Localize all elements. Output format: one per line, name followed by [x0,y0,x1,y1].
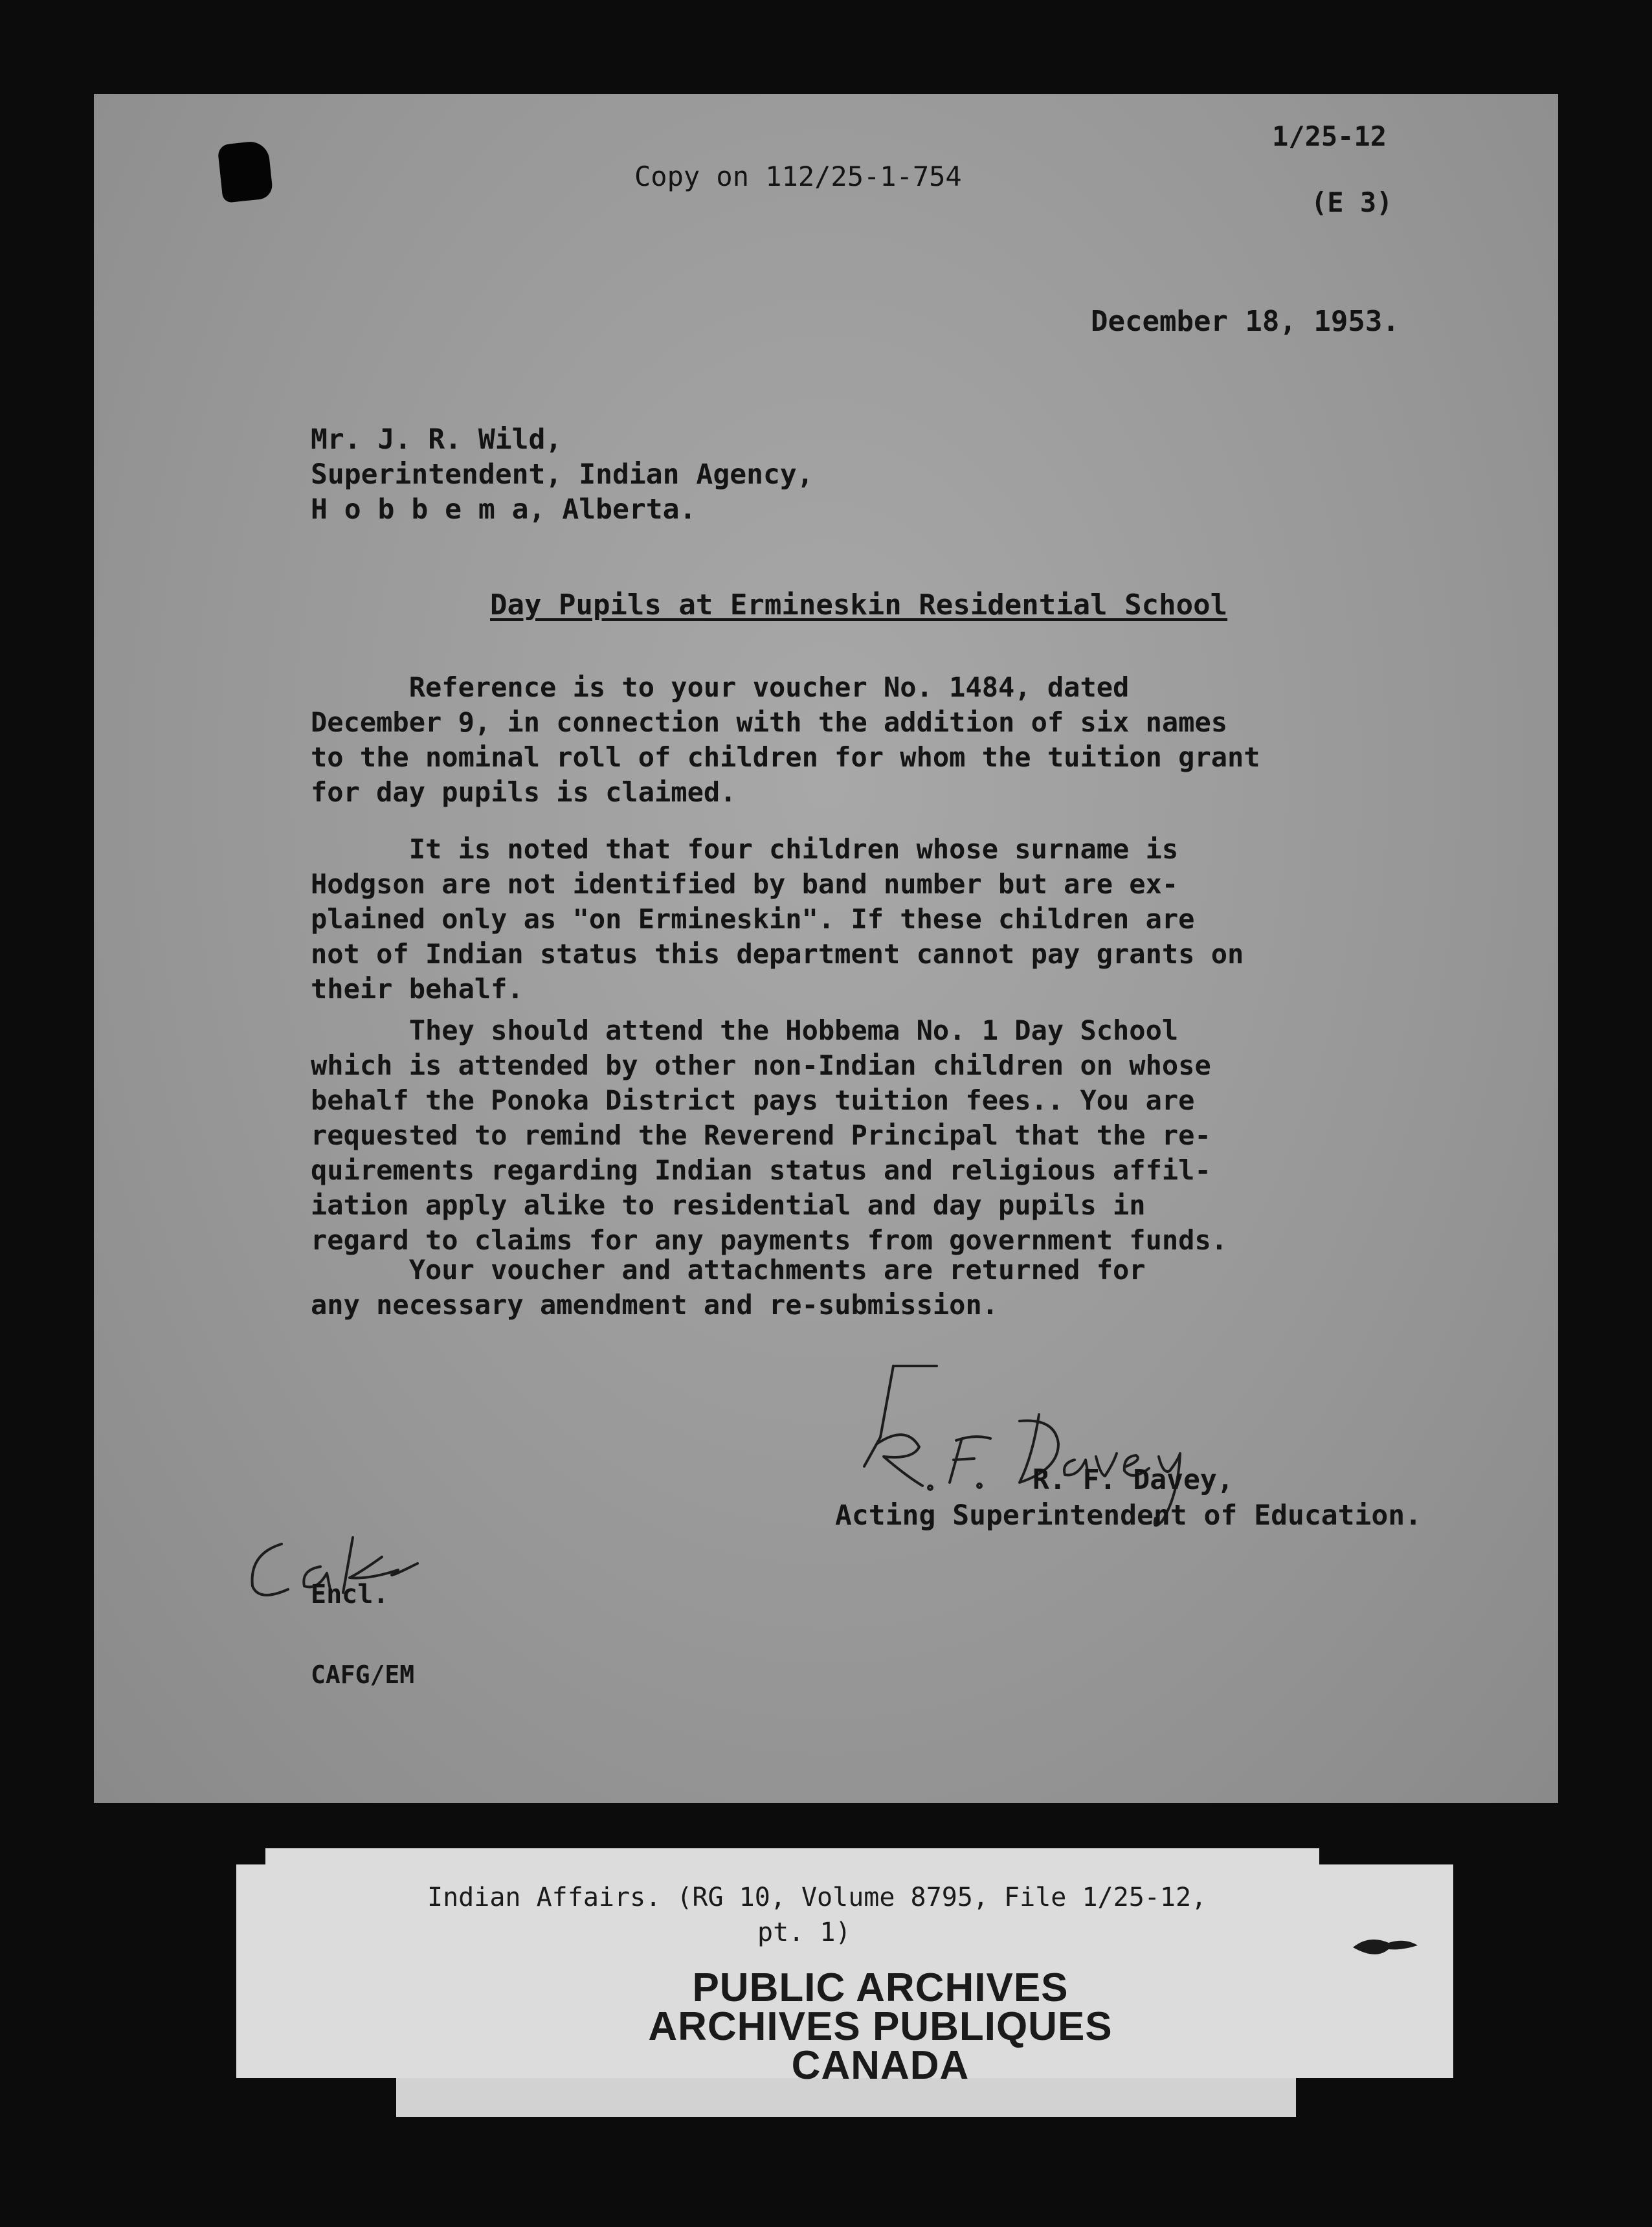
paragraph-4 [311,1253,1437,1323]
recipient-title: Superintendent, Indian Agency, [311,458,814,491]
paragraph-3 [311,1013,1437,1258]
text-line: their behalf. [311,973,524,1005]
text-line: quirements regarding Indian status and religious affil- [311,1154,1211,1186]
text-line: behalf the Ponoka District pays tuition fees.. You are [311,1084,1195,1116]
copy-on-note: Copy on 112/25-1-754 [634,161,962,192]
text-line: Reference is to your voucher No. 1484, dated [311,671,1130,703]
archive-heading-english: PUBLIC ARCHIVES [692,1965,1069,2010]
paragraph-2 [311,832,1437,1007]
text-line: They should attend the Hobbema No. 1 Day School [311,1014,1179,1046]
text-line: which is attended by other non-Indian children on whose [311,1049,1211,1081]
text-line: iation apply alike to residential and day pupils in [311,1189,1146,1221]
label-mark-icon [1350,1931,1421,1964]
recipient-place: H o b b e m a, Alberta. [311,493,697,526]
text-line: to the nominal roll of children for whom the tuition grant [311,741,1260,773]
archive-heading-french: ARCHIVES PUBLIQUES [648,2004,1113,2049]
file-subcode: (E 3) [1311,186,1393,218]
file-code: 1/25-12 [1272,120,1387,152]
archive-reference-line-1: Indian Affairs. (RG 10, Volume 8795, File 1/25-12, [427,1883,1207,1912]
text-line: requested to remind the Reverend Principal that the re- [311,1119,1211,1151]
signatory-name: R. F. Davey, [1032,1464,1234,1496]
text-line: Hodgson are not identified by band number but are ex- [311,868,1179,900]
text-line: for day pupils is claimed. [311,776,737,808]
enclosure-note: Encl. [311,1580,389,1609]
archive-heading-country: CANADA [791,2043,970,2088]
text-line: any necessary amendment and re-submission. [311,1289,999,1321]
text-line: not of Indian status this department cannot pay grants on [311,938,1244,970]
archive-reference-line-2: pt. 1) [757,1918,851,1947]
text-line: plained only as "on Ermineskin". If these children are [311,903,1195,935]
signatory-title: Acting Superintendent of Education. [835,1499,1422,1532]
subject-line: Day Pupils at Ermineskin Residential School [490,588,1228,621]
text-line: Your voucher and attachments are returned for [311,1254,1146,1286]
paragraph-1 [311,670,1437,810]
typist-initials: CAFG/EM [311,1661,415,1689]
text-line: December 9, in connection with the addition of six names [311,706,1228,738]
text-line: regard to claims for any payments from government funds. [311,1224,1228,1256]
ink-blot [218,140,274,203]
recipient-name: Mr. J. R. Wild, [311,423,563,456]
text-line: It is noted that four children whose surname is [311,833,1179,865]
letter-date: December 18, 1953. [1091,305,1400,338]
